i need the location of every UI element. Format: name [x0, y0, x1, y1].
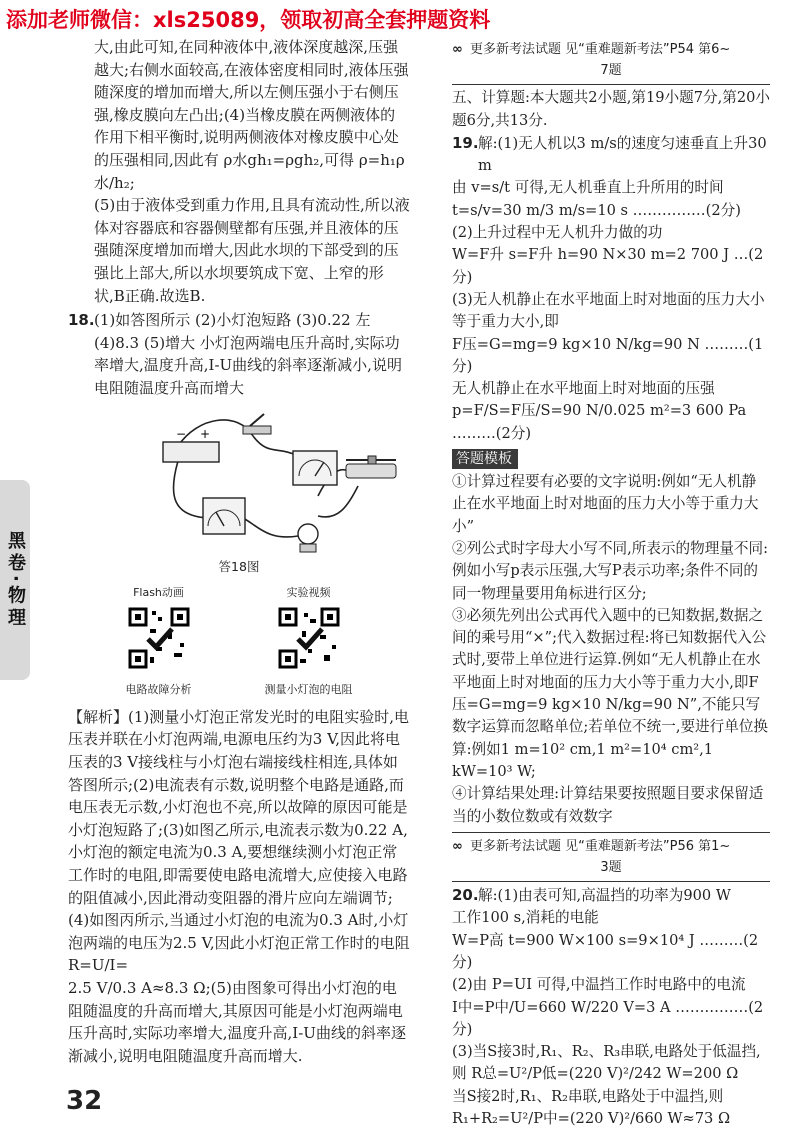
q17-formula-line: 的压强相同,因此有 ρ水gh₁=ρgh₂,可得 ρ=h₁ρ水/h₂;: [94, 150, 405, 192]
q20-line-7: 当S接2时,R₁、R₂串联,电路处于中温挡,则: [452, 1087, 724, 1105]
section-heading: 五、计算题:本大题共2小题,第19小题7分,第20小题6分,共13分.: [452, 89, 770, 129]
svg-text:+: +: [200, 426, 211, 441]
qr-code-icon[interactable]: [278, 607, 340, 669]
q18-answer: [68, 309, 410, 399]
q20-number: 20.: [452, 886, 479, 905]
more2-text: 更多新考法试题 见“重难题新考法”P56 第1~: [470, 838, 731, 854]
q19-points-3: ………(1分): [452, 335, 764, 375]
q20-line-5: [452, 997, 770, 1042]
q20-formula-current: I中=P中/U=660 W/220 V=3 A: [452, 998, 671, 1016]
circuit-figure: [68, 406, 410, 556]
qr-block-video: [265, 582, 353, 702]
q19-points-4: ………(2分): [452, 424, 532, 442]
more1-text: 更多新考法试题 见“重难题新考法”P54 第6~: [470, 42, 731, 57]
template-item-3: ③必须先列出公式再代入题中的已知数据,数据之间的乘号用“×”;代入数据过程:将已知数据代入公式时,要带上单位进行运算.例如“无人机静止在水平地面上时对地面的压力大小等于重力大小,即F压=G=mg=9 kg×10 N/kg=90 N”,不能只写数字运算而忽略单位;若单位不统一,要进行单位换算:例如1 m=10² cm,1 m²=10⁴ cm²,1 kW=10³ W;: [452, 606, 769, 780]
q20-line-4: (2)由 P=UI 可得,中温挡工作时电路中的电流: [452, 976, 746, 994]
q20-points-1: ………(2分): [452, 931, 759, 971]
q19-line-5: [452, 244, 770, 289]
q19-line-6: (3)无人机静止在水平地面上时对地面的压力大小等于重力大小,即: [452, 290, 765, 331]
svg-text:−: −: [176, 426, 187, 441]
qr-codes: [89, 582, 389, 702]
qr1-title: Flash动画: [133, 586, 184, 600]
qr-block-flash: [126, 582, 192, 702]
q19-line-1: [452, 132, 770, 178]
q20-line-6: (3)当S接3时,R₁、R₂、R₃串联,电路处于低温挡,则 R总=U²/P低=(220 V)²/242 W=200 Ω: [452, 1043, 761, 1083]
circuit-diagram: [68, 406, 410, 556]
q20-line-8: R₁+R₂=U²/P中=(220 V)²/660 W≈73 Ω: [452, 1110, 731, 1128]
q17-text-a: 大,由此可知,在同种液体中,液体深度越深,压强越大;右侧水面较高,在液体密度相同时,液体压强随深度的增加而增大,所以左侧压强小于右侧压强,橡皮膜向左凸出;(4)当橡皮膜在两侧液体的作用下相平衡时,说明两侧液体对橡皮膜中心处: [94, 38, 409, 147]
bulb-icon: [298, 524, 318, 552]
q19-line-4: (2)上升过程中无人机升力做的功: [452, 224, 663, 242]
q19-line-9: [452, 400, 770, 445]
q20-line-2: 工作100 s,消耗的电能: [452, 909, 599, 927]
more-questions-link-1[interactable]: [452, 36, 770, 60]
q17-text-c: (5)由于液体受到重力作用,且具有流动性,所以液体对容器底和容器侧壁都有压强,并且液体的压强随深度增加而增大,因此水坝的下部受到的压强比上部大,所以水坝要筑成下宽、上窄的形状,B正确.故选B.: [94, 196, 410, 305]
q20-text-1: 解:(1)由表可知,高温挡的功率为900 W: [478, 887, 731, 905]
link-icon: ∞: [452, 838, 463, 854]
figure-caption: 答18图: [218, 558, 260, 574]
analysis-text-2: 2.5 V/0.3 A≈8.3 Ω;(5)由图象可得出小灯泡的电阻随温度的升高而增大,其原因可能是小灯泡两端电压升高时,实际功率增大,温度升高,I-U曲线的斜率逐渐减小,说明电阻随温度升高而增大.: [68, 979, 406, 1065]
q19-formula-work: W=F升 s=F升 h=90 N×30 m=2 700 J: [452, 246, 730, 264]
template-item-1: ①计算过程要有必要的文字说明:例如“无人机静止在水平地面上时对地面的压力大小等于重力大小”: [452, 473, 759, 535]
answer-template-tag: 答题模板: [452, 449, 518, 469]
q20-points-2: ……………(2分): [452, 998, 764, 1038]
q19-points-2: …(2分): [452, 246, 764, 286]
more-questions-link-2[interactable]: [452, 833, 770, 857]
rheostat-icon: [346, 456, 396, 478]
q19-number: 19.: [452, 133, 479, 152]
qr2-title: 实验视频: [286, 586, 331, 600]
template-item-4: ④计算结果处理:计算结果要按照题目要求保留适当的小数位数或有效数字: [452, 785, 764, 825]
q19-line-8: 无人机静止在水平地面上时对地面的压强: [452, 380, 715, 398]
promo-banner: 添加老师微信：xls25089，领取初高全套押题资料: [6, 8, 491, 32]
more1-cont: 7题: [452, 60, 770, 85]
q19-formula-pressure: p=F/S=F压/S=90 N/0.025 m²=3 600 Pa: [452, 402, 747, 420]
page-number: 32: [66, 1086, 103, 1116]
qr2-caption: 测量小灯泡的电阻: [264, 683, 353, 697]
q19-line-2: 由 v=s/t 可得,无人机垂直上升所用的时间: [452, 179, 724, 197]
qr-code-icon[interactable]: [128, 607, 190, 669]
q19-formula-time: t=s/v=30 m/3 m/s=10 s: [452, 201, 629, 219]
q20-line-3: [452, 930, 770, 975]
qr1-caption: 电路故障分析: [125, 683, 192, 697]
link-icon: ∞: [452, 42, 463, 57]
more2-cont: 3题: [452, 857, 770, 882]
analysis-text: 【解析】(1)测量小灯泡正常发光时的电阻实验时,电压表并联在小灯泡两端,电源电压约为3 V,因此将电压表的3 V接线柱与小灯泡右端接线柱相连,具体如答图所示;(2)电流表有示数,说明整个电路是通路,而电压表无示数,小灯泡也不亮,所以故障的原因可能是小灯泡短路了;(3)如图乙所示,电流表示数为0.22 A,小灯泡的额定电流为0.3 A,要想继续测小灯泡正常工作时的电阻,即需要使电路电流增大,应使接入电路的阻值减小,因此滑动变阻器的滑片应向左端调节;(4)如图丙所示,当通过小灯泡的电流为0.3 A时,小灯泡两端的电压为2.5 V,因此小灯泡正常工作时的电阻 R=U/I=: [68, 707, 410, 975]
q20-line-1: [452, 884, 770, 907]
side-tab-label: 黑卷·物理: [5, 530, 26, 630]
q19-points-1: ……………(2分): [632, 201, 741, 219]
left-column: [68, 36, 410, 1067]
q19-line-3: [452, 200, 770, 222]
subject-side-tab: [0, 480, 30, 680]
q19-formula-force: F压=G=mg=9 kg×10 N/kg=90 N: [452, 335, 700, 353]
q18-number: 18.: [68, 311, 95, 330]
q19-text-1: 解:(1)无人机以3 m/s的速度匀速垂直上升30 m: [478, 134, 767, 175]
switch-icon: [243, 414, 271, 434]
ammeter-icon: [293, 451, 337, 485]
answer-template: [452, 471, 770, 828]
template-item-2: ②列公式时字母大小写不同,所表示的物理量不同:例如小写p表示压强,大写P表示功率;条件不同的同一物理量要用角标进行区分;: [452, 539, 769, 602]
q20-formula-energy: W=P高 t=900 W×100 s=9×10⁴ J: [452, 931, 695, 949]
right-column: [452, 36, 770, 1130]
voltmeter-icon: [203, 498, 245, 534]
q19-line-7: [452, 334, 770, 379]
q18-answer-text: (1)如答图所示 (2)小灯泡短路 (3)0.22 左 (4)8.3 (5)增大 小灯泡两端电压升高时,实际功率增大,温度升高,I-U曲线的斜率逐渐减小,说明电阻随温度升高而增大: [94, 311, 402, 397]
